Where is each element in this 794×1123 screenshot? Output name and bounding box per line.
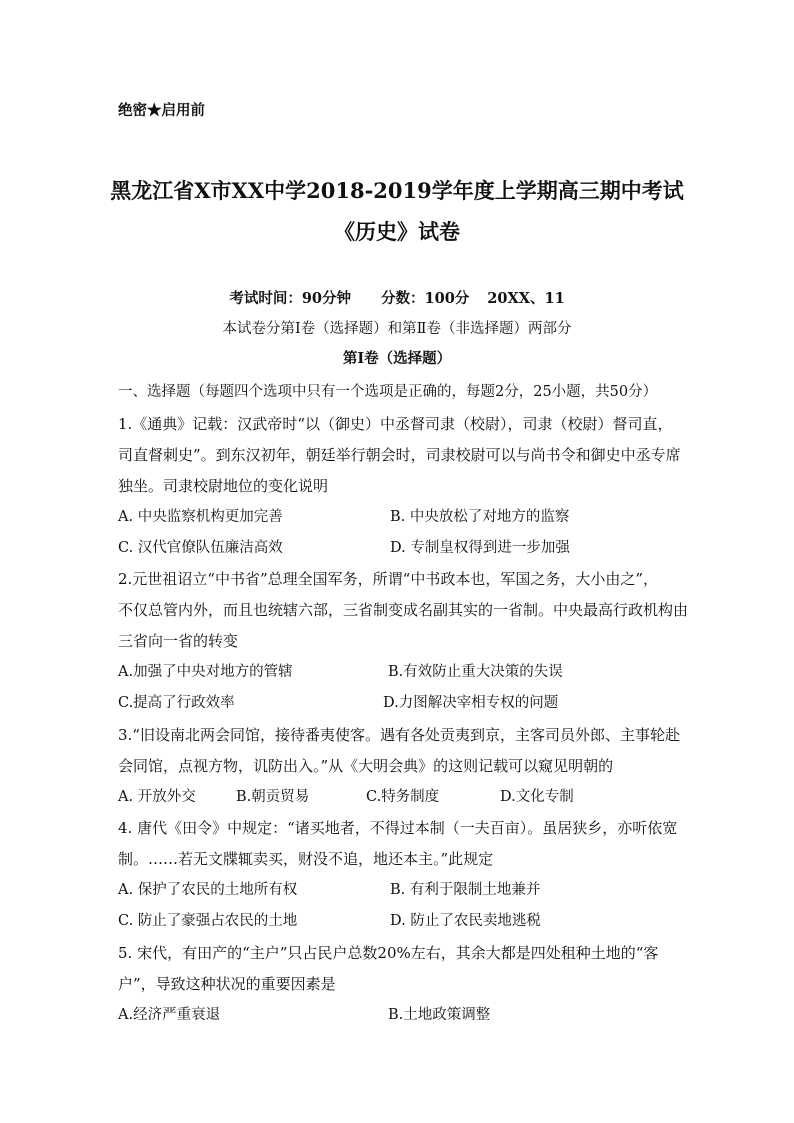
question-4-option-b: B. 有利于限制土地兼并: [390, 882, 541, 898]
question-4-option-c: C. 防止了豪强占农民的土地: [118, 913, 298, 929]
exam-time: 考试时间：90分钟: [229, 290, 352, 307]
question-3-option-b: B.朝贡贸易: [236, 789, 310, 805]
question-3-option-a: A. 开放外交: [118, 789, 196, 805]
question-2-line-1: 2.元世祖诏立“中书省”总理全国军务，所谓“中书政本也，军国之务，大小由之”，: [118, 570, 658, 588]
question-5-line-1: 5. 宋代，有田产的“主户”只占民户总数20%左右，其余大都是四处租种土地的“客: [118, 944, 659, 962]
question-2-option-c: C.提高了行政效率: [118, 695, 235, 711]
question-1-option-d: D. 专制皇权得到进一步加强: [390, 540, 570, 556]
question-3-line-2: 会同馆，点视方物，讥防出入。”从《大明会典》的这则记载可以窥见明朝的: [118, 757, 614, 775]
confidential-label: 绝密★启用前: [118, 102, 205, 119]
question-2-option-a: A.加强了中央对地方的管辖: [118, 664, 293, 680]
question-2-line-2: 不仅总管内外，而且也统辖六部，三省制变成名副其实的一省制。中央最高行政机构由: [118, 601, 689, 619]
exam-structure: 本试卷分第Ⅰ卷（选择题）和第Ⅱ卷（非选择题）两部分: [222, 321, 572, 337]
part1-heading: 第Ⅰ卷（选择题）: [342, 350, 452, 367]
question-1-line-2: 司直督刺史”。到东汉初年，朝廷举行朝会时，司隶校尉可以与尚书令和御史中丞专席: [118, 446, 681, 464]
question-2-line-3: 三省向一省的转变: [118, 632, 239, 650]
exam-title: 黑龙江省X市XX中学2018-2019学年度上学期高三期中考试: [110, 178, 684, 203]
question-1-line-1: 1.《通典》记载：汉武帝时“以（御史）中丞督司隶（校尉），司隶（校尉）督司直，: [118, 415, 673, 433]
question-2-option-d: D.力图解决宰相专权的问题: [383, 695, 559, 711]
question-5-option-b: B.土地政策调整: [388, 1007, 491, 1023]
exam-score: 分数：100分: [381, 290, 470, 307]
question-4-option-a: A. 保护了农民的土地所有权: [118, 882, 298, 898]
exam-subject-title: 《历史》试卷: [334, 219, 460, 244]
question-3-line-1: 3.“旧设南北两会同馆，接待番夷使客。遇有各处贡夷到京，主客司员外郎、主事轮赴: [118, 726, 680, 744]
question-1-option-c: C. 汉代官僚队伍廉洁高效: [118, 540, 283, 556]
question-2-option-b: B.有效防止重大决策的失误: [388, 664, 563, 680]
question-5-line-2: 户”，导致这种状况的重要因素是: [118, 975, 336, 993]
question-4-option-d: D. 防止了农民卖地逃税: [390, 913, 541, 929]
exam-meta: [0, 289, 794, 309]
section-instructions: 一、选择题（每题四个选项中只有一个选项是正确的，每题2分，25小题，共50分）: [118, 384, 658, 400]
question-3-option-d: D.文化专制: [500, 789, 574, 805]
question-1-option-b: B. 中央放松了对地方的监察: [390, 509, 570, 525]
question-1-option-a: A. 中央监察机构更加完善: [118, 509, 283, 525]
question-1-line-3: 独坐。司隶校尉地位的变化说明: [118, 477, 329, 495]
question-4-line-1: 4. 唐代《田令》中规定：“诸买地者，不得过本制（一夫百亩）。虽居狭乡，亦听依宽: [118, 819, 678, 837]
question-5-option-a: A.经济严重衰退: [118, 1007, 221, 1023]
question-3-option-c: C.特务制度: [366, 789, 440, 805]
exam-date: 20XX、11: [487, 290, 565, 307]
question-4-line-2: 制。……若无文牒辄卖买，财没不追，地还本主。”此规定: [118, 850, 494, 868]
